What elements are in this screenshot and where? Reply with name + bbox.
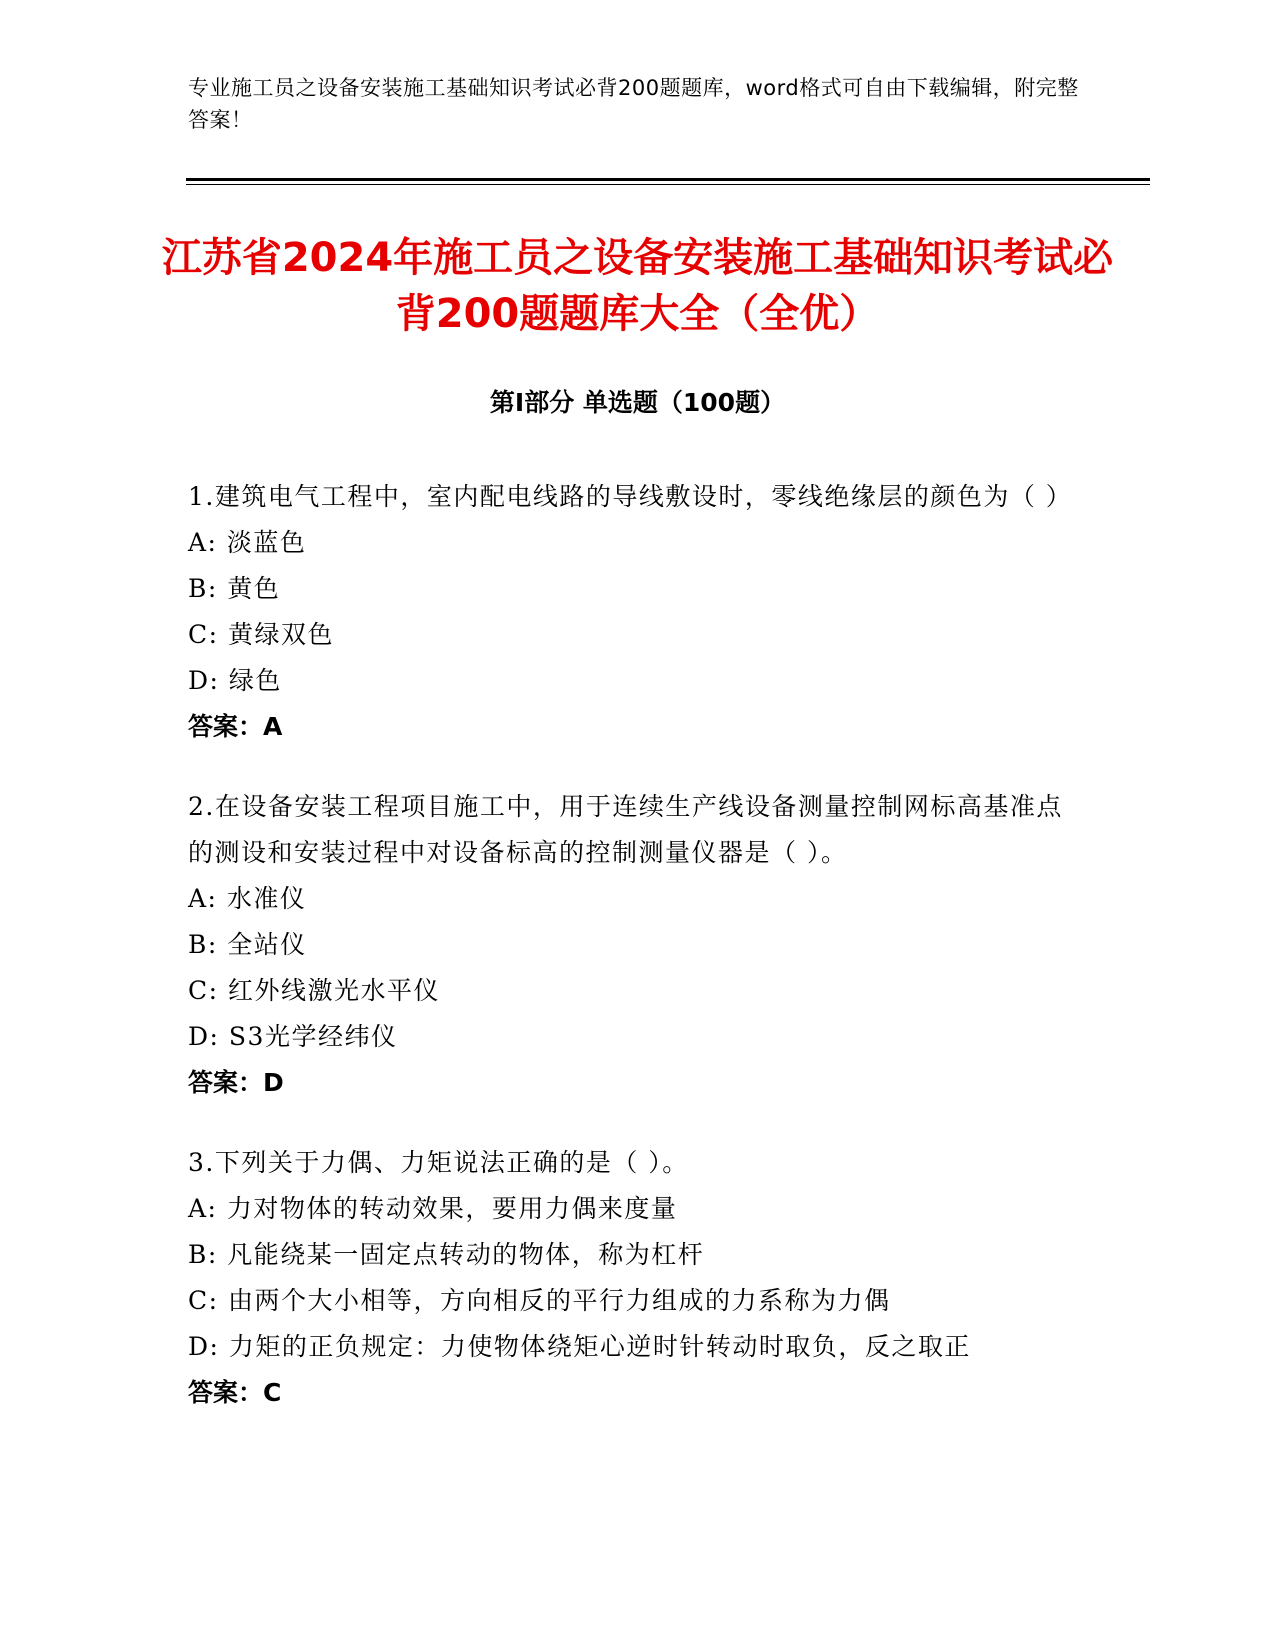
document-title: 江苏省2024年施工员之设备安装施工基础知识考试必背200题题库大全（全优）	[161, 235, 1114, 337]
option-a: A: 淡蓝色	[188, 528, 307, 557]
answer-value: A	[263, 712, 283, 741]
option-a: A: 水准仪	[188, 884, 307, 913]
question-stem: 1.建筑电气工程中，室内配电线路的导线敷设时，零线绝缘层的颜色为（ ）	[188, 482, 1073, 511]
answer-label: 答案：	[188, 1068, 264, 1097]
answer-line	[188, 704, 1068, 750]
header-rule-thick	[186, 178, 1150, 181]
answer-value: C	[263, 1378, 282, 1407]
question-list	[188, 474, 1073, 1450]
answer-line	[188, 1060, 1068, 1106]
question-1	[188, 474, 1073, 750]
option-d: D: 绿色	[188, 666, 282, 695]
question-2	[188, 784, 1068, 1106]
section-heading: 第Ⅰ部分 单选题（100题）	[489, 388, 786, 417]
answer-label: 答案：	[188, 1378, 264, 1407]
option-c: C: 由两个大小相等，方向相反的平行力组成的力系称为力偶	[188, 1286, 891, 1315]
answer-line	[188, 1370, 1068, 1416]
option-c: C: 黄绿双色	[188, 620, 334, 649]
question-stem: 3.下列关于力偶、力矩说法正确的是（ ）。	[188, 1148, 689, 1177]
option-d: D: S3光学经纬仪	[188, 1022, 398, 1051]
header-rule-thin	[186, 184, 1150, 185]
answer-value: D	[263, 1068, 284, 1097]
option-a: A: 力对物体的转动效果，要用力偶来度量	[188, 1194, 678, 1223]
option-b: B: 全站仪	[188, 930, 307, 959]
option-b: B: 黄色	[188, 574, 281, 603]
option-d: D: 力矩的正负规定：力使物体绕矩心逆时针转动时取负，反之取正	[188, 1332, 971, 1361]
question-3	[188, 1140, 1068, 1416]
header-note: 专业施工员之设备安装施工基础知识考试必背200题题库，word格式可自由下载编辑，附完整答案！	[188, 76, 1079, 132]
answer-label: 答案：	[188, 712, 264, 741]
option-b: B: 凡能绕某一固定点转动的物体，称为杠杆	[188, 1240, 705, 1269]
option-c: C: 红外线激光水平仪	[188, 976, 440, 1005]
question-stem: 2.在设备安装工程项目施工中，用于连续生产线设备测量控制网标高基准点的测设和安装过程中对设备标高的控制测量仪器是（ ）。	[188, 792, 1063, 867]
